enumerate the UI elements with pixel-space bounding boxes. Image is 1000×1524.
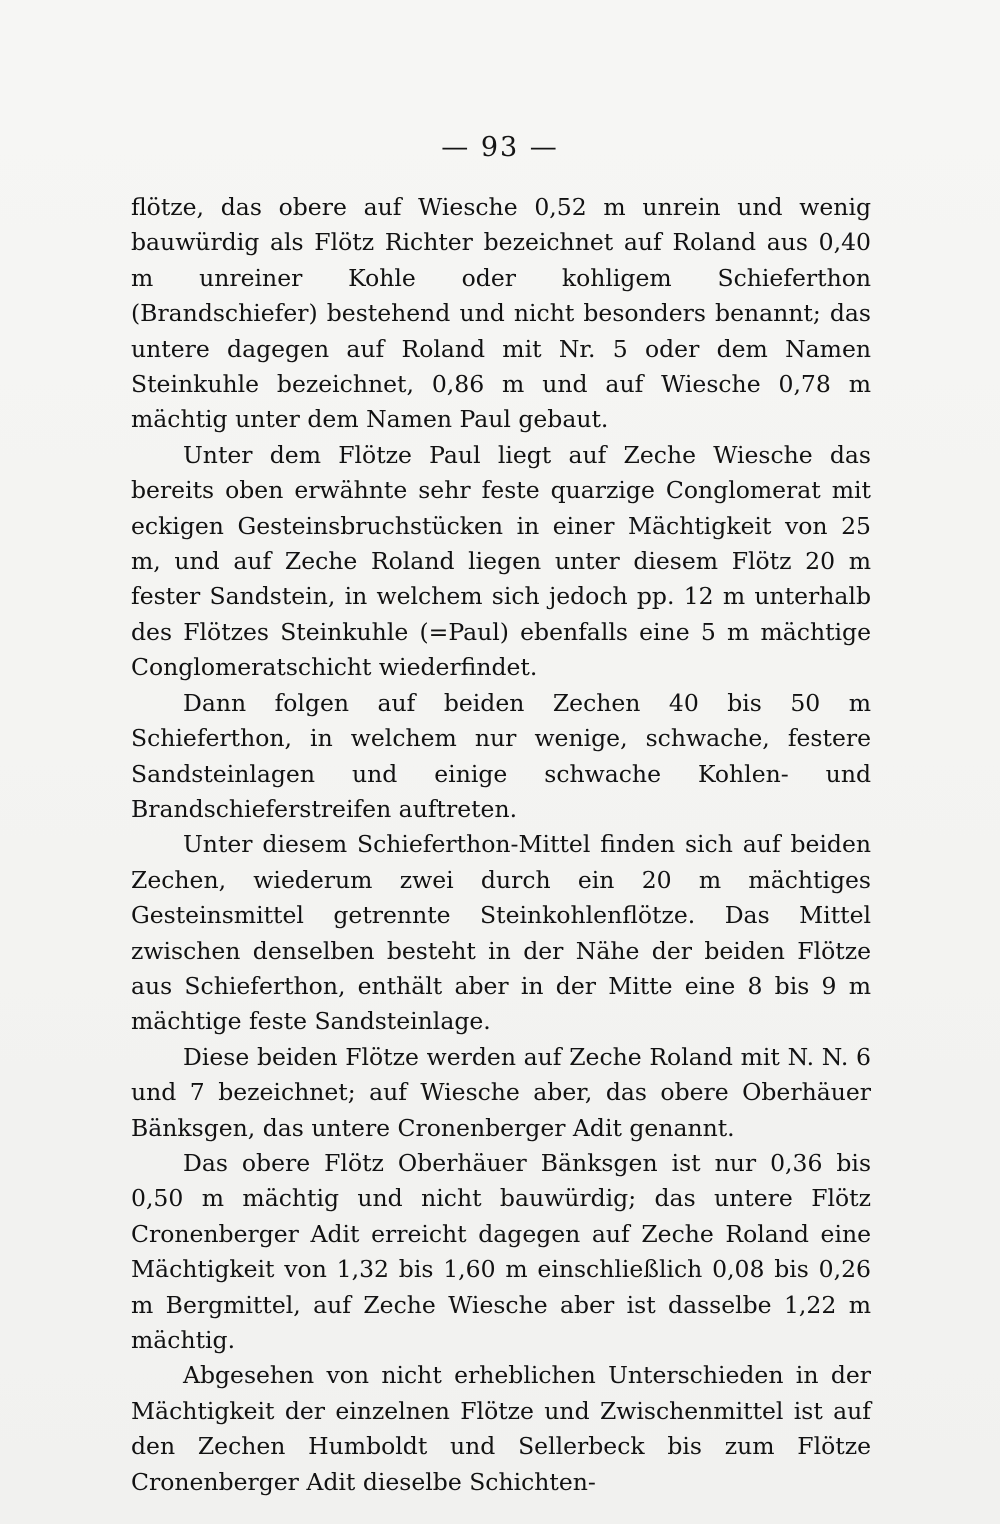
paragraph-7: Abgesehen von nicht erheblichen Unterschieden in der Mächtigkeit der einzelnen Flötze und Zwischenmittel ist auf den Zechen Humboldt und Sellerbeck bis zum Flötze Cronenberger Adit dieselbe Schichten- <box>131 1361 871 1496</box>
paragraph-2: Unter dem Flötze Paul liegt auf Zeche Wiesche das bereits oben erwähnte sehr feste quarzige Conglomerat mit eckigen Gesteinsbruchstücken in einer Mächtigkeit von 25 m, und auf Zeche Roland liegen unter diesem Flötz 20 m fester Sandstein, in welchem sich jedoch pp. 12 m unterhalb des Flötzes Steinkuhle (=Paul) ebenfalls eine 5 m mächtige Conglomeratschicht wiederfindet. <box>131 440 871 682</box>
paragraph-3: Dann folgen auf beiden Zechen 40 bis 50 m Schieferthon, in welchem nur wenige, schwache, festere Sandsteinlagen und einige schwache Kohlen- und Brandschieferstreifen auftreten. <box>131 688 871 823</box>
paragraph-5: Diese beiden Flötze werden auf Zeche Roland mit N. N. 6 und 7 bezeichnet; auf Wiesche aber, das obere Oberhäuer Bänksgen, das untere Cronenberger Adit genannt. <box>131 1042 871 1142</box>
page-number: — 93 — <box>441 132 559 163</box>
paragraph-6: Das obere Flötz Oberhäuer Bänksgen ist nur 0,36 bis 0,50 m mächtig und nicht bauwürdig; das untere Flötz Cronenberger Adit erreicht dagegen auf Zeche Roland eine Mächtigkeit von 1,32 bis 1,60 m einschließlich 0,08 bis 0,26 m Bergmittel, auf Zeche Wiesche aber ist dasselbe 1,22 m mächtig. <box>131 1148 871 1354</box>
paragraph-1: flötze, das obere auf Wiesche 0,52 m unrein und wenig bauwürdig als Flötz Richter bezeichnet auf Roland aus 0,40 m unreiner Kohle oder kohligem Schieferthon (Brandschiefer) bestehend und nicht besonders benannt; das untere dagegen auf Roland mit Nr. 5 oder dem Namen Steinkuhle bezeichnet, 0,86 m und auf Wiesche 0,78 m mächtig unter dem Namen Paul gebaut. <box>131 193 871 434</box>
paragraph-4: Unter diesem Schieferthon-Mittel finden sich auf beiden Zechen, wiederum zwei durch ein 20 m mächtiges Gesteinsmittel getrennte Steinkohlenflötze. Das Mittel zwischen denselben besteht in der Nähe der beiden Flötze aus Schieferthon, enthält aber in der Mitte eine 8 bis 9 m mächtige feste Sandsteinlage. <box>131 830 871 1036</box>
page-body <box>131 190 871 1500</box>
